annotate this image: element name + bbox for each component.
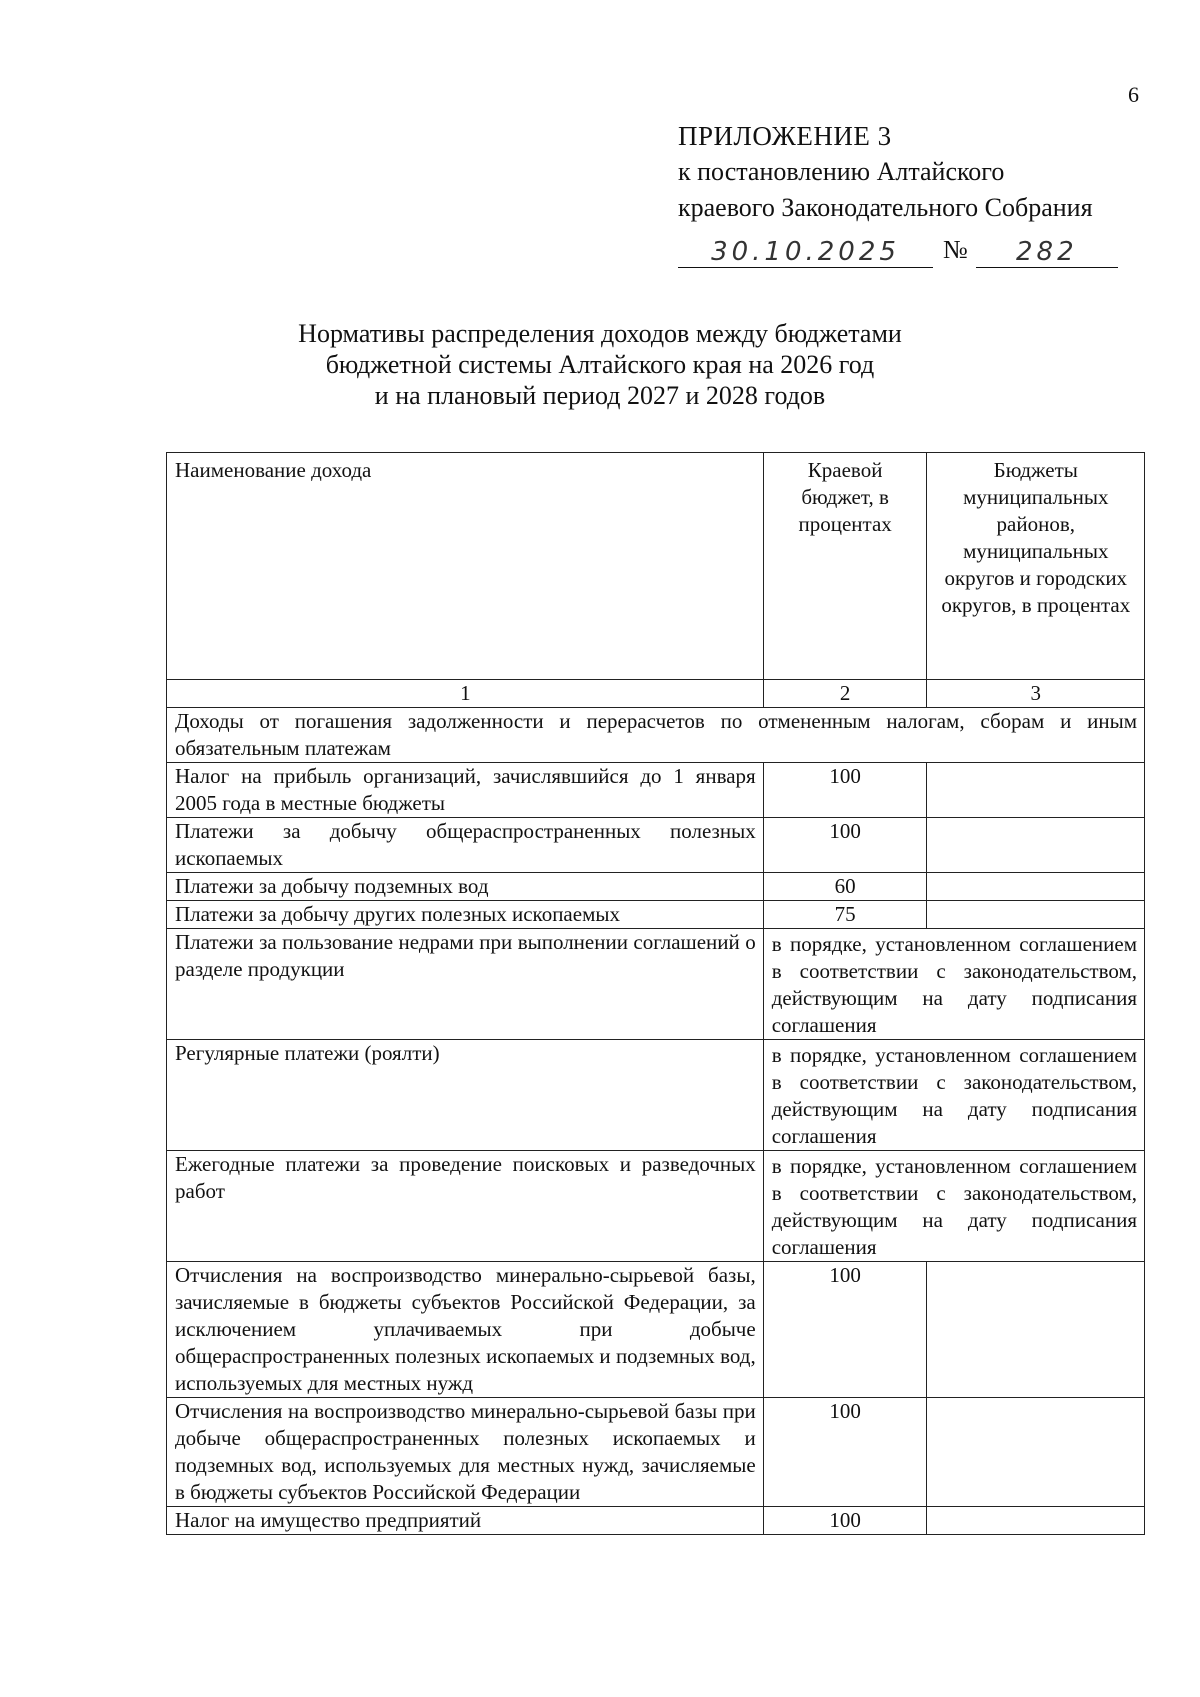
date-number-line — [678, 228, 1118, 268]
page-number: 6 — [1128, 82, 1139, 107]
income-name-cell: Отчисления на воспроизводство минерально-сырьевой базы при добыче общераспространенных полезных ископаемых и подземных вод, используемых для местных нужд, зачисляемые в бюджеты субъектов Российской Федерации — [167, 1398, 764, 1507]
appendix-block — [678, 118, 1118, 268]
income-name-cell: Отчисления на воспроизводство минерально-сырьевой базы, зачисляемые в бюджеты субъектов Российской Федерации, за исключением уплачиваемых при добыче общераспространенных полезных ископаемых и подземных вод, используемых для местных нужд — [167, 1262, 764, 1398]
regional-percent-cell: 100 — [763, 1262, 926, 1398]
section-heading: Доходы от погашения задолженности и перерасчетов по отмененным налогам, сборам и иным обязательным платежам — [167, 708, 1145, 763]
municipal-percent-cell — [926, 818, 1144, 873]
table-row — [167, 1151, 1145, 1262]
table-row — [167, 818, 1145, 873]
distribution-order-cell: в порядке, установленном соглашением в соответствии с законодательством, действующим на дату подписания соглашения — [763, 1151, 1144, 1262]
table-row — [167, 1507, 1145, 1535]
column-number-3: 3 — [926, 680, 1144, 708]
document-title-line-2: бюджетной системы Алтайского края на 2026 год — [325, 350, 875, 379]
regional-percent-cell: 100 — [763, 818, 926, 873]
table-row — [167, 1398, 1145, 1507]
appendix-line-2: краевого Законодательного Собрания — [678, 193, 1093, 222]
income-name-cell: Налог на имущество предприятий — [167, 1507, 764, 1535]
table-row — [167, 873, 1145, 901]
number-sign: № — [943, 235, 968, 264]
income-name-cell: Налог на прибыль организаций, зачислявшийся до 1 января 2005 года в местные бюджеты — [167, 763, 764, 818]
income-name-cell: Платежи за добычу других полезных ископаемых — [167, 901, 764, 929]
table-row — [167, 1040, 1145, 1151]
handwritten-date: 30.10.2025 — [678, 237, 933, 268]
income-name-cell: Платежи за добычу подземных вод — [167, 873, 764, 901]
municipal-percent-cell — [926, 901, 1144, 929]
municipal-percent-cell — [926, 873, 1144, 901]
distribution-order-cell: в порядке, установленном соглашением в соответствии с законодательством, действующим на дату подписания соглашения — [763, 1040, 1144, 1151]
table-row — [167, 763, 1145, 818]
handwritten-number: 282 — [976, 237, 1118, 268]
table-row — [167, 929, 1145, 1040]
municipal-percent-cell — [926, 763, 1144, 818]
municipal-percent-cell — [926, 1262, 1144, 1398]
income-name-cell: Ежегодные платежи за проведение поисковых и разведочных работ — [167, 1151, 764, 1262]
document-title-line-3: и на плановый период 2027 и 2028 годов — [374, 381, 826, 410]
appendix-line-1: к постановлению Алтайского — [678, 157, 1005, 186]
regional-percent-cell: 75 — [763, 901, 926, 929]
regional-percent-cell: 100 — [763, 763, 926, 818]
distribution-table — [166, 452, 1145, 1535]
document-title — [0, 318, 1200, 411]
section-row — [167, 708, 1145, 763]
table-row — [167, 1262, 1145, 1398]
table-row — [167, 901, 1145, 929]
distribution-order-cell: в порядке, установленном соглашением в соответствии с законодательством, действующим на дату подписания соглашения — [763, 929, 1144, 1040]
column-number-row — [167, 680, 1145, 708]
table-header-row — [167, 453, 1145, 680]
appendix-title: ПРИЛОЖЕНИЕ 3 — [678, 121, 892, 151]
income-name-cell: Платежи за добычу общераспространенных полезных ископаемых — [167, 818, 764, 873]
income-name-cell: Платежи за пользование недрами при выполнении соглашений о разделе продукции — [167, 929, 764, 1040]
header-municipal-budgets: Бюджеты муниципальных районов, муниципальных округов и городских округов, в процентах — [926, 453, 1144, 680]
income-name-cell: Регулярные платежи (роялти) — [167, 1040, 764, 1151]
regional-percent-cell: 100 — [763, 1507, 926, 1535]
municipal-percent-cell — [926, 1507, 1144, 1535]
column-number-2: 2 — [763, 680, 926, 708]
header-regional-budget: Краевой бюджет, в процентах — [763, 453, 926, 680]
header-income-name: Наименование дохода — [167, 453, 764, 680]
regional-percent-cell: 60 — [763, 873, 926, 901]
document-title-line-1: Нормативы распределения доходов между бюджетами — [298, 319, 902, 348]
regional-percent-cell: 100 — [763, 1398, 926, 1507]
column-number-1: 1 — [167, 680, 764, 708]
municipal-percent-cell — [926, 1398, 1144, 1507]
